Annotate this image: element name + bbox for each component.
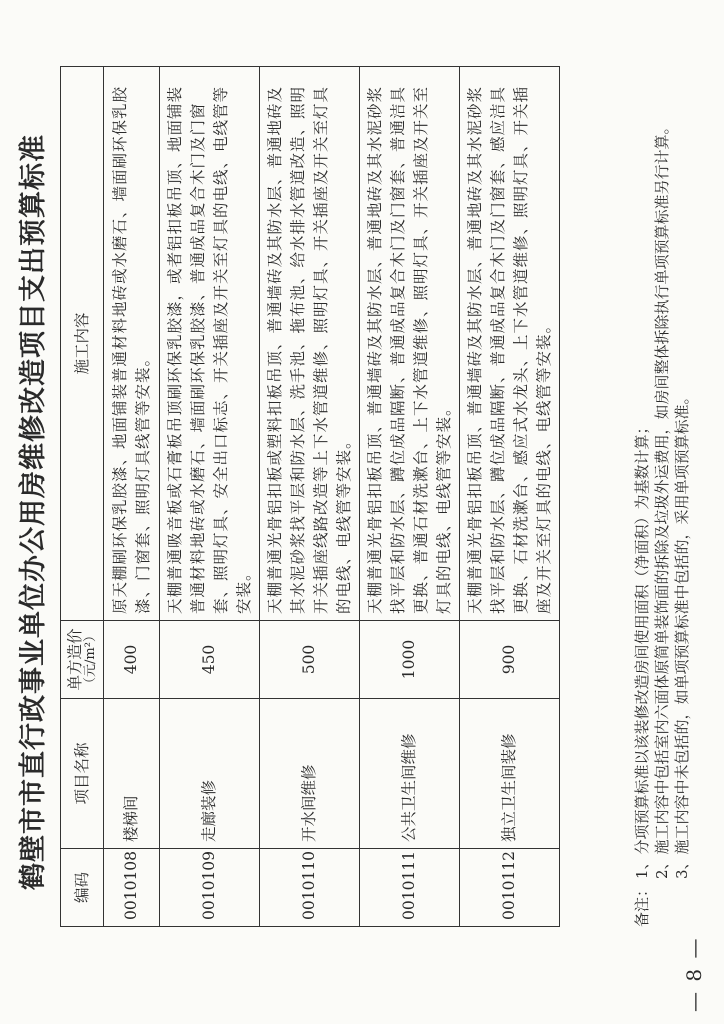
row-content: 天棚普通光骨铝扣板吊顶、普通墙砖及其防水层、普通地砖及其水泥砂浆找平层和防水层、蹲位成品隔断、普通成品复合木门及门窗套、感应洁具更换、石材洗漱台、感应式水龙头、上下水管道维修、照明灯具、开关插座及开关至灯具的电线、电线管等安装。 [460, 67, 560, 621]
budget-standard-table [60, 66, 560, 927]
table-header-row [61, 67, 104, 927]
row-content: 天棚普通光骨铝扣板吊顶、普通墙砖及其防水层、普通地砖及其水泥砂浆找平层和防水层、蹲位成品隔断、普通成品复合木门及门窗套、普通洁具更换、普通石材洗漱台、上下水管道维修、照明灯具、开关插座及开关至灯具的电线、电线管等安装。 [360, 67, 460, 621]
row-price: 450 [160, 621, 260, 699]
note-line [672, 47, 692, 927]
row-price: 500 [260, 621, 360, 699]
header-name: 项目名称 [61, 699, 104, 849]
header-code: 编码 [61, 849, 104, 927]
note-item: 3、施工内容中未包括的，如单项预算标准中包括的，采用单项预算标准。 [673, 389, 691, 879]
row-price: 900 [460, 621, 560, 699]
row-content: 原天棚刷环保乳胶漆、地面铺装普通材料地砖或水磨石、墙面刷环保乳胶漆、门窗套、照明灯具线管等安装。 [104, 67, 160, 621]
row-name: 独立卫生间装修 [460, 699, 560, 849]
header-price-label: 单方造价 [65, 628, 84, 691]
page-number: — 8 — [682, 936, 706, 1012]
row-code: 0010109 [160, 849, 260, 927]
note-line [652, 47, 672, 927]
row-code: 0010110 [260, 849, 360, 927]
document-title: 鹤壁市市直行政事业单位办公用房维修改造项目支出预算标准 [18, 134, 49, 890]
row-code: 0010111 [360, 849, 460, 927]
row-price: 1000 [360, 621, 460, 699]
row-name: 公共卫生间维修 [360, 699, 460, 849]
rotated-document-page [12, 12, 712, 1012]
row-price: 400 [104, 621, 160, 699]
notes-label: 备注： [633, 881, 651, 927]
note-line [632, 47, 652, 927]
row-name: 开水间维修 [260, 699, 360, 849]
table-row [460, 67, 560, 927]
row-content: 天棚普通光骨铝扣板或塑料扣板吊顶、普通墙砖及其防水层、普通地砖及其水泥砂浆找平层和防水层、洗手池、拖布池、给水排水管道改造、照明开关插座线路改造等上下水管道维修、照明灯具、开关插座及开关至灯具的电线、电线管等安装。 [260, 67, 360, 621]
row-code: 0010112 [460, 849, 560, 927]
row-code: 0010108 [104, 849, 160, 927]
table-row [360, 67, 460, 927]
table-row [160, 67, 260, 927]
note-item: 1、分项预算标准以该装修改造房间使用面积（净面积）为基数计算； [633, 419, 651, 879]
table-row [260, 67, 360, 927]
table-row [104, 67, 160, 927]
header-price-unit: （元/m²） [82, 629, 98, 690]
row-name: 走廊装修 [160, 699, 260, 849]
row-name: 楼梯间 [104, 699, 160, 849]
header-price [61, 621, 104, 699]
note-item: 2、施工内容中包括室内六面体原简单装饰面的拆除及垃圾外运费用，如房间整体拆除执行单项预算标准另行计算。 [653, 119, 671, 879]
notes-section [632, 47, 692, 927]
row-content: 天棚普通吸音板或石膏板吊顶刷环保乳胶漆，或者铝扣板吊顶、地面铺装普通材料地砖或水磨石、墙面刷环保乳胶漆、普通成品复合木门及门窗套、照明灯具、安全出口标志、开关插座及开关至灯具的电线、电线管等安装。 [160, 67, 260, 621]
header-content: 施工内容 [61, 67, 104, 621]
